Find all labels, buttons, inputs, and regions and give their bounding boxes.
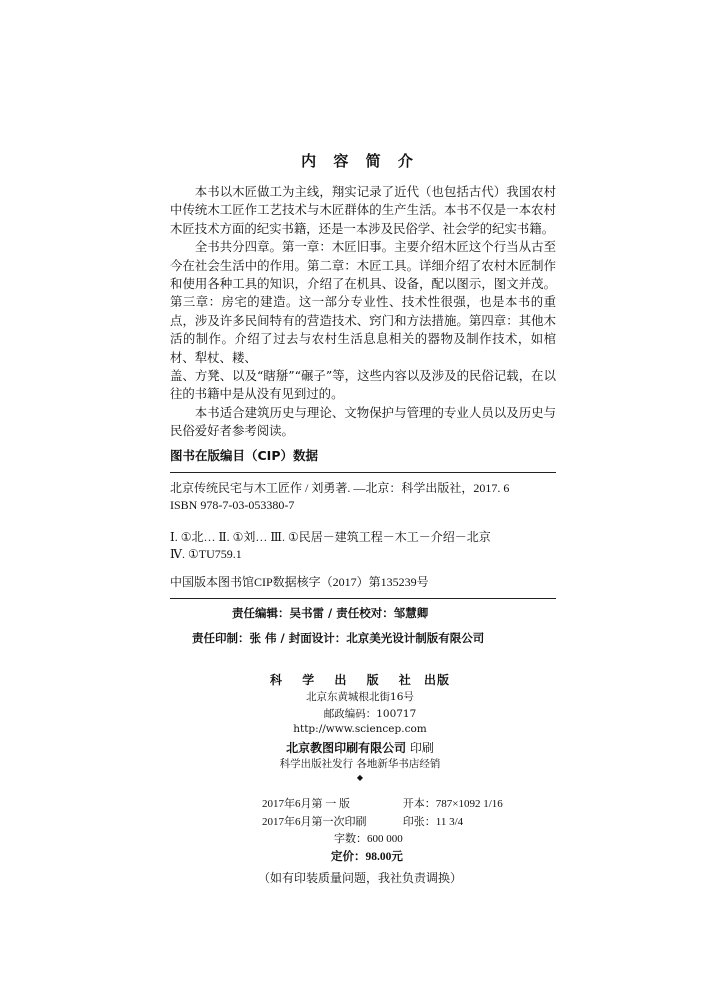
separator-diamond: ◆ <box>356 773 364 782</box>
publisher-line <box>0 671 720 688</box>
quality-notice: （如有印装质量问题，我社负责调换） <box>257 871 462 885</box>
printer-line <box>0 739 720 756</box>
cip-record <box>170 480 556 514</box>
publisher-suffix: 出版 <box>423 673 450 687</box>
cip-title-line: 北京传统民宅与木工匠作 / 刘勇著. —北京：科学出版社，2017. 6 <box>170 481 510 495</box>
editor-credits: 责任编辑：吴书雷 / 责任校对：邹慧卿 <box>232 606 429 620</box>
cip-subject-line: Ⅰ. ①北… Ⅱ. ①刘… Ⅲ. ①民居－建筑工程－木工－介绍－北京 <box>170 530 491 544</box>
publisher-website: http://www.sciencep.com <box>293 723 427 735</box>
cip-approval-line: 中国版本图书馆CIP数据核字（2017）第135239号 <box>170 575 429 589</box>
cip-heading: 图书在版编目（CIP）数据 <box>170 448 318 463</box>
cip-class-number-line: Ⅳ. ①TU759.1 <box>170 547 242 561</box>
price-row <box>331 848 403 864</box>
first-printing: 2017年6月第一次印刷 <box>262 816 367 828</box>
cip-classification <box>170 529 556 563</box>
publisher-postcode: 邮政编码：100717 <box>323 708 417 720</box>
edition-row <box>262 795 503 811</box>
cip-bottom-rule <box>170 598 556 599</box>
page-title: 内 容 简 介 <box>301 152 419 170</box>
publisher-address: 北京东黄城根北街16号 <box>306 691 414 703</box>
production-credits: 责任印制：张 伟 / 封面设计：北京美光设计制版有限公司 <box>192 631 485 645</box>
book-format: 开本：787×1092 1/16 <box>402 798 503 810</box>
publisher-name: 科 学 出 版 社 <box>270 673 419 687</box>
price-value: 98.00元 <box>365 851 403 863</box>
cip-approval <box>170 574 556 591</box>
cip-top-rule <box>170 472 556 473</box>
distribution-line: 科学出版社发行 各地新华书店经销 <box>279 758 441 770</box>
printed-sheets: 印张：11 3/4 <box>402 816 464 828</box>
intro-paragraph-3: 本书适合建筑历史与理论、文物保护与管理的专业人员以及历史与民俗爱好者参考阅读。 <box>170 404 556 439</box>
price-label: 定价： <box>331 851 366 863</box>
intro-section <box>170 183 556 441</box>
intro-paragraph-1: 本书以木匠做工为主线，翔实记录了近代（也包括古代）我国农村中传统木工匠作工艺技术与木匠群体的生产生活。本书不仅是一本农村木匠技术方面的纪实书籍，还是一本涉及民俗学、社会学的纪实书籍。 <box>170 184 556 236</box>
first-edition: 2017年6月第 一 版 <box>262 798 350 810</box>
printer-suffix: 印刷 <box>409 741 434 755</box>
intro-paragraph-2-continued: 盖、方凳、以及“瞎掰”“碾子”等，这些内容以及涉及的民俗记载，在以往的书籍中是从没有见到过的。 <box>170 368 556 402</box>
printer-name: 北京教图印刷有限公司 <box>286 741 407 755</box>
word-count: 字数：600 000 <box>334 833 403 845</box>
cip-isbn-line: ISBN 978-7-03-053380-7 <box>170 498 295 512</box>
printing-row <box>262 813 463 829</box>
intro-paragraph-2: 全书共分四章。第一章：木匠旧事。主要介绍木匠这个行当从古至今在社会生活中的作用。第二章：木匠工具。详细介绍了农村木匠制作和使用各种工具的知识，介绍了在机具、设备，配以图示，图文并茂。第三章：房宅的建造。这一部分专业性、技术性很强，也是本书的重点，涉及许多民间特有的营造技术、窍门和方法措施。第四章：其他木活的制作。介绍了过去与农村生活息息相关的器物及制作技术，如棺材、犁杖、耧、 <box>170 239 556 365</box>
